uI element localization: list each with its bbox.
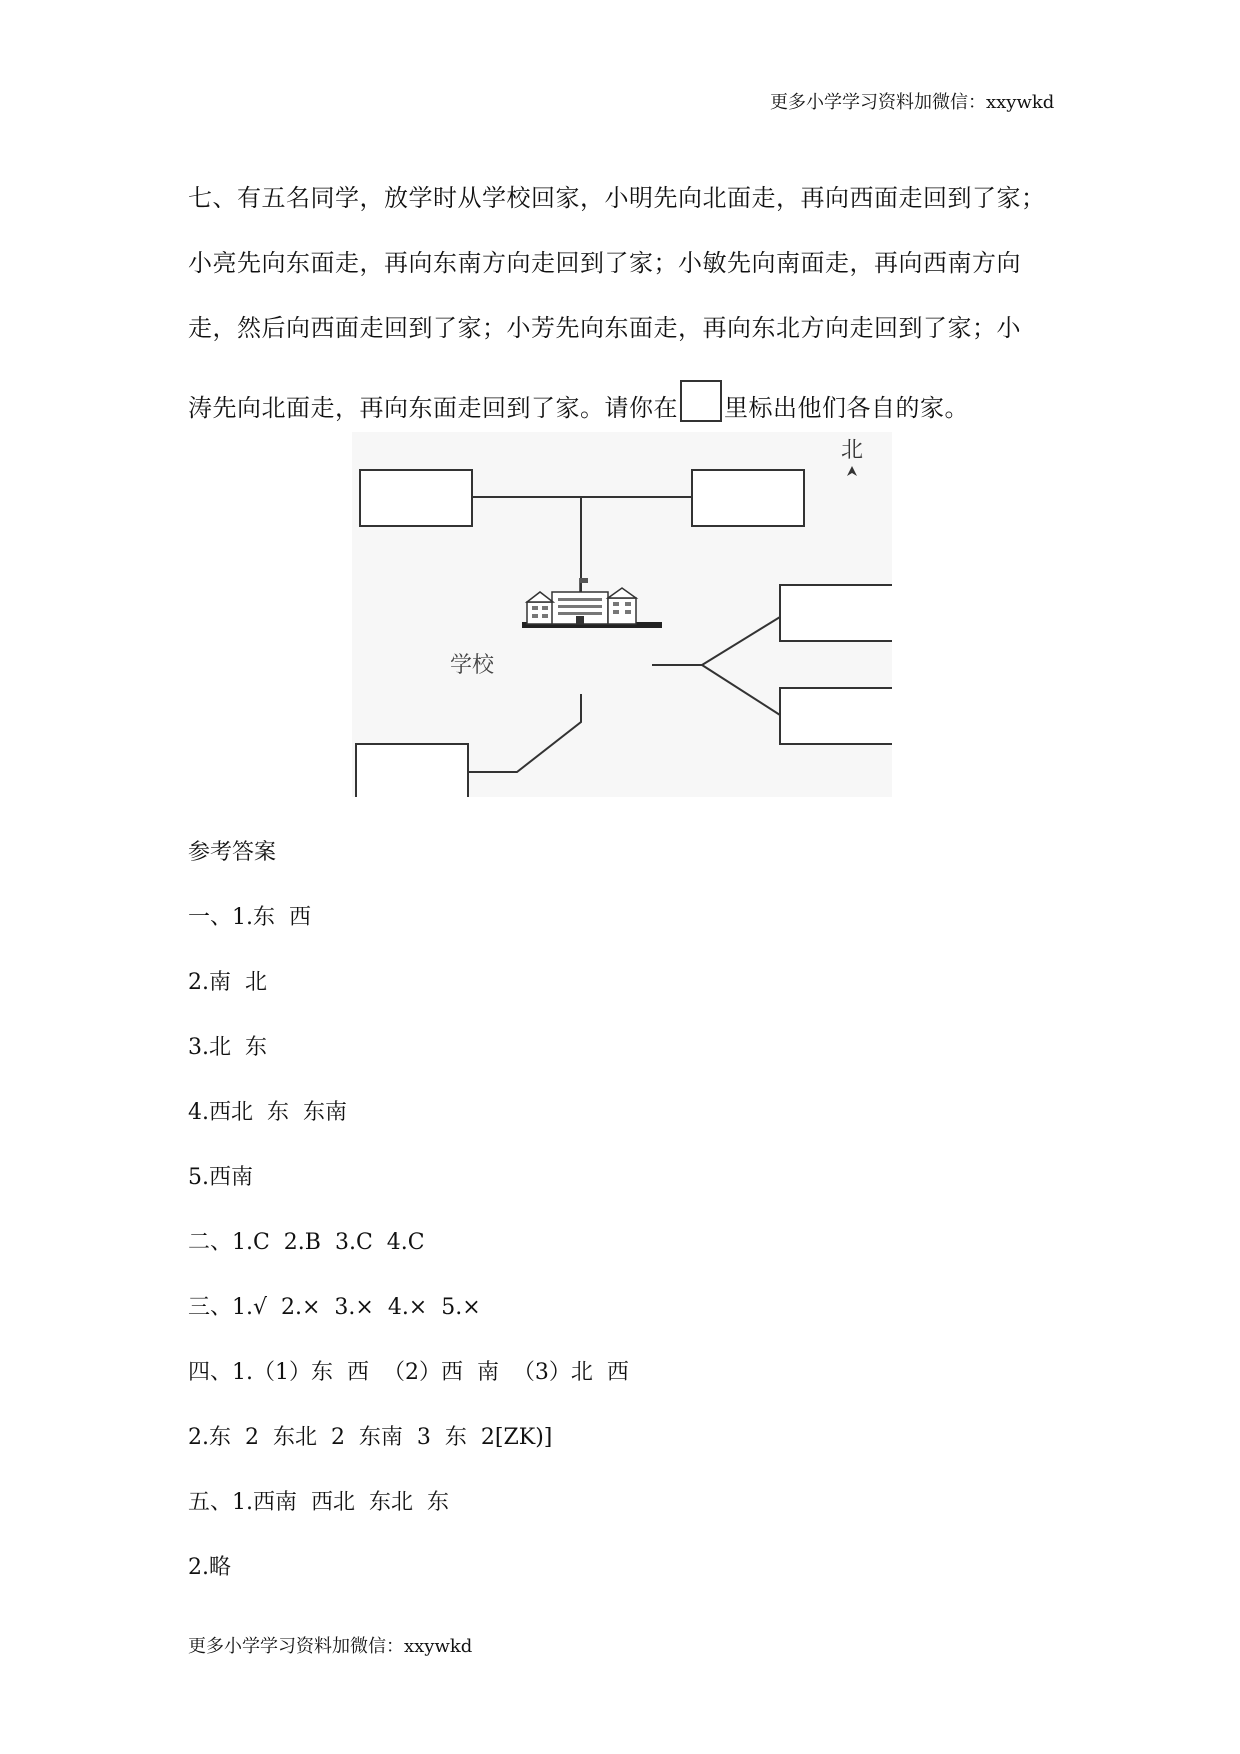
home-box-north: [692, 470, 804, 526]
question-line-2: 小亮先向东面走，再向东南方向走回到了家；小敏先向南面走，再向西南方向: [188, 249, 1021, 277]
answer-line-4: 4.西北 东 东南: [188, 1100, 347, 1125]
answer-line-7: 三、1.√ 2.× 3.× 4.× 5.×: [188, 1295, 481, 1320]
home-box-southwest: [356, 744, 468, 797]
question-line-3: 走，然后向西面走回到了家；小芳先向东面走，再向东北方向走回到了家；小: [188, 314, 1021, 342]
answer-box-symbol: [680, 380, 722, 422]
answer-line-11: 2.略: [188, 1555, 231, 1580]
home-box-northwest: [360, 470, 472, 526]
answer-line-3: 3.北 东: [188, 1035, 267, 1060]
path-northeast: [702, 617, 780, 665]
answers-heading: 参考答案: [188, 840, 277, 865]
answer-line-6: 二、1.C 2.B 3.C 4.C: [188, 1230, 425, 1255]
path-south-southwest-west: [466, 694, 581, 772]
question-line-4-end: 里标出他们各自的家。: [724, 394, 969, 422]
home-box-southeast: [780, 688, 892, 744]
footer-wechat-note: 更多小学学习资料加微信：xxywkd: [188, 1636, 473, 1657]
answer-line-10: 五、1.西南 西北 东北 东: [188, 1490, 449, 1515]
question-line-4-start: 涛先向北面走，再向东面走回到了家。请你在: [188, 394, 678, 422]
answer-line-1: 一、1.东 西: [188, 905, 311, 930]
answer-line-2: 2.南 北: [188, 970, 267, 995]
north-label: 北: [840, 438, 864, 463]
answer-line-8: 四、1.（1）东 西 （2）西 南 （3）北 西: [188, 1360, 629, 1385]
school-building-icon: [522, 578, 662, 628]
school-label: 学校: [449, 653, 495, 678]
direction-map-svg: [352, 432, 892, 797]
direction-map-figure: [352, 432, 892, 797]
path-southeast: [702, 665, 780, 715]
north-arrow-icon: [847, 466, 857, 476]
home-box-northeast: [780, 585, 892, 641]
answer-line-9: 2.东 2 东北 2 东南 3 东 2[ZK)]: [188, 1425, 553, 1450]
question-line-1: 七、有五名同学，放学时从学校回家，小明先向北面走，再向西面走回到了家；: [188, 184, 1046, 212]
header-wechat-note: 更多小学学习资料加微信：xxywkd: [770, 92, 1055, 113]
question-line-4: [188, 380, 1088, 423]
answer-line-5: 5.西南: [188, 1165, 253, 1190]
